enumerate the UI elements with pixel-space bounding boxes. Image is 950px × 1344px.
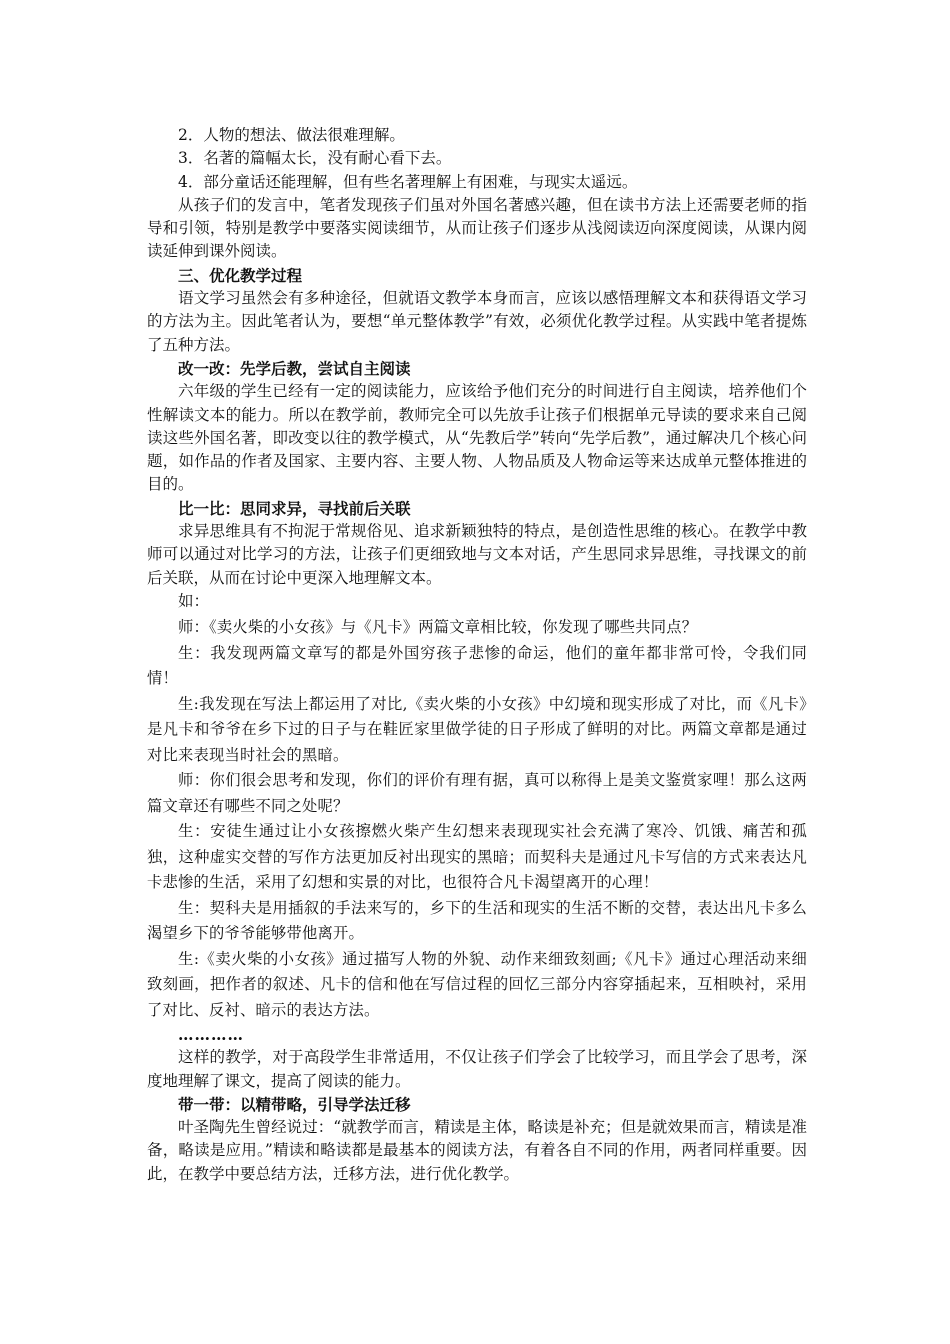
body-paragraph: 六年级的学生已经有一定的阅读能力，应该给予他们充分的时间进行自主阅读，培养他们个性解读文本的能力。所以在教学前，教师完全可以先放手让孩子们根据单元导读的要求来自己阅读这些外国名著，即改变以往的教学模式，从“先教后学”转向“先学后教”，通过解决几个核心问题，如作品的作者及国家、主要内容、主要人物、人物品质及人物命运等来达成单元整体推进的目的。	[147, 382, 807, 494]
list-item-2: 2．人物的想法、做法很难理解。	[178, 126, 405, 144]
dialogue-line: 生:《卖火柴的小女孩》通过描写人物的外貌、动作来细致刻画;《凡卡》通过心理活动来细致刻画，把作者的叙述、凡卡的信和他在写信过程的回忆三部分内容穿插起来，互相映衬，采用了对比、反衬、暗示的表达方法。	[147, 949, 807, 1019]
body-paragraph: 语文学习虽然会有多种途径，但就语文教学本身而言，应该以感悟理解文本和获得语文学习的方法为主。因此笔者认为，要想“单元整体教学”有效，必须优化教学过程。从实践中笔者提炼了五种方法。	[147, 289, 807, 354]
body-paragraph: 叶圣陶先生曾经说过：“就教学而言，精读是主体，略读是补充；但是就效果而言，精读是准备，略读是应用。”精读和略读都是最基本的阅读方法，有着各自不同的作用，两者同样重要。因此，在教学中要总结方法，迁移方法，进行优化教学。	[147, 1118, 807, 1183]
dialogue-line: 师：你们很会思考和发现，你们的评价有理有据，真可以称得上是美文鉴赏家哩！那么这两篇文章还有哪些不同之处呢？	[147, 771, 807, 815]
body-paragraph: 这样的教学，对于高段学生非常适用，不仅让孩子们学会了比较学习，而且学会了思考，深度地理解了课文，提高了阅读的能力。	[147, 1048, 807, 1090]
dialogue-line: 生：契科夫是用插叙的手法来写的，乡下的生活和现实的生活不断的交替，表达出凡卡多么渴望乡下的爷爷能够带他离开。	[147, 898, 807, 943]
body-paragraph: 求异思维具有不拘泥于常规俗见、追求新颖独特的特点，是创造性思维的核心。在教学中教师可以通过对比学习的方法，让孩子们更细致地与文本对话，产生思同求异思维，寻找课文的前后关联，从而在讨论中更深入地理解文本。	[147, 522, 807, 587]
dialogue-line: 生：我发现两篇文章写的都是外国穷孩子悲惨的命运，他们的童年都非常可怜，令我们同情！	[147, 643, 807, 688]
subsection-heading: 比一比：思同求异，寻找前后关联	[178, 498, 411, 518]
dialogue-line: 生：安徒生通过让小女孩擦燃火柴产生幻想来表现现实社会充满了寒冷、饥饿、痛苦和孤独，这种虚实交替的写作方法更加反衬出现实的黑暗；而契科夫是通过凡卡写信的方式来表达凡卡悲惨的生活，采用了幻想和实景的对比，也很符合凡卡渴望离开的心理！	[147, 822, 807, 892]
example-intro: 如：	[178, 591, 210, 610]
subsection-heading: 改一改：先学后教，尝试自主阅读	[178, 358, 411, 378]
list-item-4: 4．部分童话还能理解，但有些名著理解上有困难，与现实太遥远。	[178, 172, 638, 191]
subsection-heading: 带一带：以精带略，引导学法迁移	[178, 1094, 411, 1114]
list-item-3: 3．名著的篇幅太长，没有耐心看下去。	[178, 149, 452, 168]
document-body	[147, 124, 807, 1186]
dialogue-line: 生:我发现在写法上都运用了对比,《卖火柴的小女孩》中幻境和现实形成了对比，而《凡卡》是凡卡和爷爷在乡下过的日子与在鞋匠家里做学徒的日子形成了鲜明的对比。两篇文章都是通过对比来表现当时社会的黑暗。	[147, 694, 807, 764]
ellipsis: …………	[178, 1025, 244, 1045]
section-heading: 三、优化教学过程	[178, 265, 303, 285]
body-paragraph: 从孩子们的发言中，笔者发现孩子们虽对外国名著感兴趣，但在读书方法上还需要老师的指导和引领，特别是教学中要落实阅读细节，从而让孩子们逐步从浅阅读迈向深度阅读，从课内阅读延伸到课外阅读。	[147, 195, 807, 261]
dialogue-line: 师：《卖火柴的小女孩》与《凡卡》两篇文章相比较，你发现了哪些共同点？	[178, 618, 698, 637]
